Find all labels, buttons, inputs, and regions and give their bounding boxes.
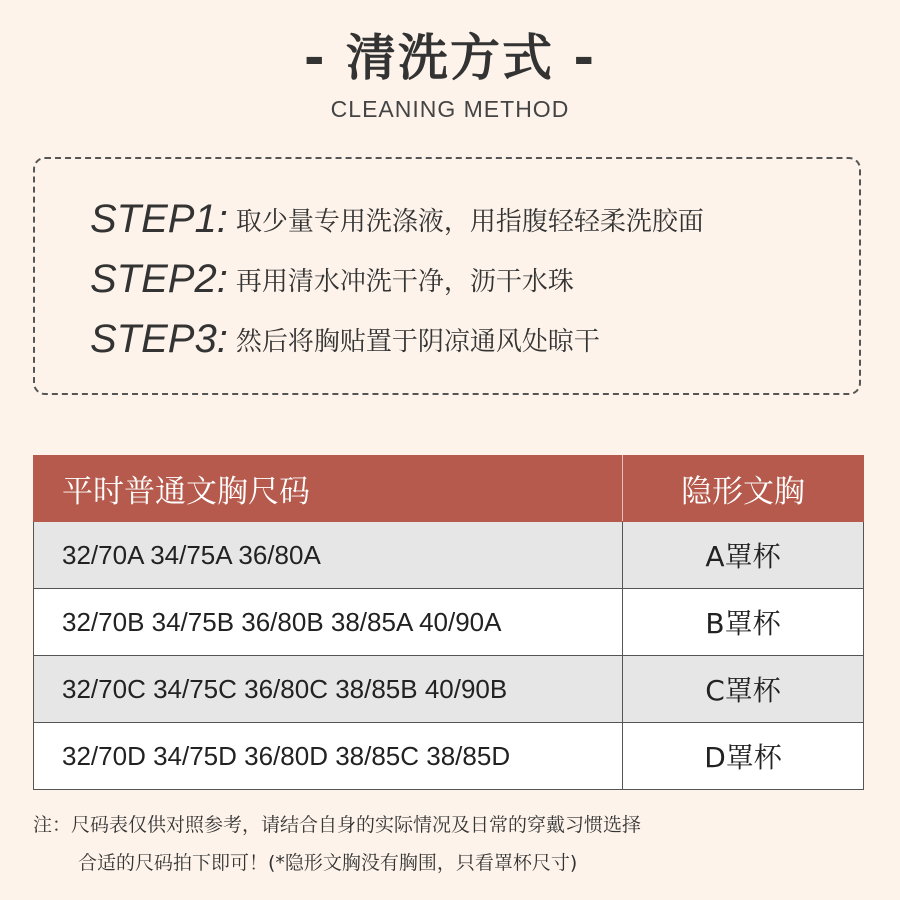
table-header-row <box>34 456 864 522</box>
header-invisible-bra: 隐形文胸 <box>623 456 864 522</box>
cleaning-steps-box <box>33 157 861 395</box>
row-sizes: 32/70A 34/75A 36/80A <box>34 522 623 589</box>
note-line-1: 注：尺码表仅供对照参考，请结合自身的实际情况及日常的穿戴习惯选择 <box>33 814 642 836</box>
page-subtitle: CLEANING METHOD <box>330 96 570 122</box>
step-3-label: STEP3: <box>90 316 228 361</box>
row-cup: C罩杯 <box>623 656 864 723</box>
step-3 <box>90 309 600 369</box>
step-1 <box>90 189 704 249</box>
row-cup: A罩杯 <box>623 522 864 589</box>
header-regular-bra-size: 平时普通文胸尺码 <box>34 456 623 522</box>
row-cup: B罩杯 <box>623 589 864 656</box>
note-line-2: 合适的尺码拍下即可！(*隐形文胸没有胸围，只看罩杯尺寸) <box>78 852 578 874</box>
table-row <box>34 656 864 723</box>
step-2-text: 再用清水冲洗干净，沥干水珠 <box>235 266 574 297</box>
step-1-label: STEP1: <box>90 196 228 241</box>
table-row <box>34 723 864 790</box>
row-sizes: 32/70D 34/75D 36/80D 38/85C 38/85D <box>34 723 623 790</box>
step-1-text: 取少量专用洗涤液，用指腹轻轻柔洗胶面 <box>235 206 704 237</box>
row-cup: D罩杯 <box>623 723 864 790</box>
step-2 <box>90 249 574 309</box>
table-row <box>34 589 864 656</box>
step-3-text: 然后将胸贴置于阴凉通风处晾干 <box>235 326 600 357</box>
table-row <box>34 522 864 589</box>
row-sizes: 32/70C 34/75C 36/80C 38/85B 40/90B <box>34 656 623 723</box>
page-title: - 清洗方式 - <box>303 29 597 87</box>
row-sizes: 32/70B 34/75B 36/80B 38/85A 40/90A <box>34 589 623 656</box>
size-table <box>33 455 864 790</box>
step-2-label: STEP2: <box>90 256 228 301</box>
